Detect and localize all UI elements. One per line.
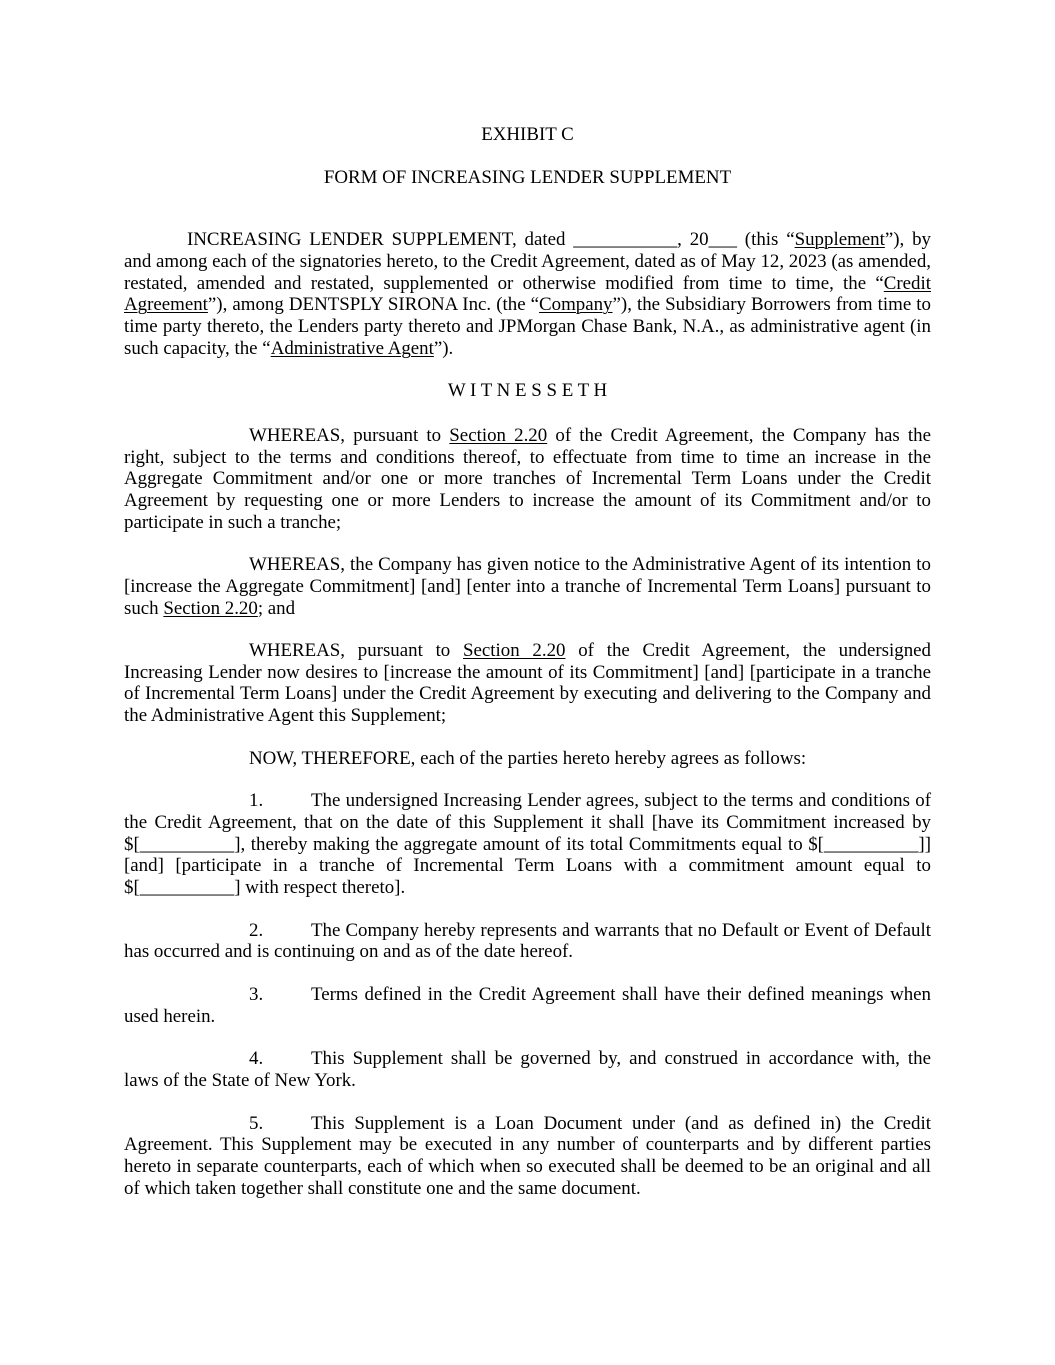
exhibit-heading: EXHIBIT C <box>481 124 574 145</box>
witnesseth-heading: W I T N E S S E T H <box>447 380 608 402</box>
clause-number: 5. <box>249 1112 264 1134</box>
numbered-clause <box>124 790 931 898</box>
clause-number: 4. <box>249 1048 264 1070</box>
section-reference: Section 2.20 <box>449 424 548 446</box>
clause-number: 2. <box>249 919 264 941</box>
defined-term-administrative-agent: Administrative Agent <box>270 337 434 359</box>
numbered-clause <box>124 920 931 963</box>
numbered-clause <box>124 1113 931 1200</box>
recital-paragraph <box>124 425 931 533</box>
preamble-text: INCREASING LENDER SUPPLEMENT, dated ___________, 20___ (this “ <box>187 229 795 251</box>
defined-term-credit-agreement: Credit Agreement <box>124 272 931 316</box>
clause-text: This Supplement is a Loan Document under (and as defined in) the Credit Agreement. This Supplement may be executed in any number of counterparts and by different parties hereto in separate counterparts, each of which when so executed shall be deemed to be an original and all of which taken together shall constitute one and the same document. <box>124 1112 931 1199</box>
clause-text: Terms defined in the Credit Agreement shall have their defined meanings when used herein. <box>124 984 931 1027</box>
numbered-clause <box>124 1048 931 1091</box>
preamble-text: ”). <box>433 337 454 359</box>
defined-term-supplement: Supplement <box>794 229 885 251</box>
section-reference: Section 2.20 <box>163 597 258 619</box>
clause-text: This Supplement shall be governed by, and construed in accordance with, the laws of the State of New York. <box>124 1048 931 1091</box>
recital-paragraph <box>124 554 931 619</box>
numbered-clause <box>124 984 931 1027</box>
preamble-paragraph <box>124 229 931 359</box>
preamble-text: ”), the Subsidiary Borrowers from time to time party thereto, the Lenders party thereto and JPMorgan Chase Bank, N.A., as administrative agent (in such capacity, the “ <box>124 294 931 359</box>
recital-text: WHEREAS, pursuant to <box>249 640 464 662</box>
recital-text: ; and <box>257 597 296 619</box>
document-page <box>124 124 931 1220</box>
clause-text: The Company hereby represents and warrants that no Default or Event of Default has occurred and is continuing on and as of the date hereof. <box>124 919 931 963</box>
clause-text: The undersigned Increasing Lender agrees, subject to the terms and conditions of the Credit Agreement, that on the date of this Supplement it shall [have its Commitment increased by $[__________], thereby making the aggregate amount of its total Commitments equal to $[__________]] [and] [participate in a tranche of Incremental Term Loans with a commitment amount equal to $[__________] with respect thereto]. <box>124 790 931 899</box>
clause-number: 1. <box>249 790 264 812</box>
recital-text: WHEREAS, pursuant to <box>249 424 450 446</box>
recital-text: of the Credit Agreement, the Company has the right, subject to the terms and conditions thereof, to effectuate from time to time an increase in the Aggregate Commitment and/or one or more tranches of Incremental Term Loans under the Credit Agreement by requesting one or more Lenders to increase the amount of its Commitment and/or to participate in such a tranche; <box>124 424 931 533</box>
defined-term-company: Company <box>539 294 613 316</box>
recital-text: WHEREAS, the Company has given notice to the Administrative Agent of its intention to [increase the Aggregate Commitment] [and] [enter into a tranche of Incremental Term Loans] pursuant to such <box>124 554 931 619</box>
agreement-intro: NOW, THEREFORE, each of the parties hereto hereby agrees as follows: <box>249 747 807 769</box>
section-reference: Section 2.20 <box>463 640 566 662</box>
preamble-text: ”), by and among each of the signatories hereto, to the Credit Agreement, dated as of May 12, 2023 (as amended, restated, amended and restated, supplemented or otherwise modified from time to time, the “ <box>124 229 931 294</box>
recital-text: of the Credit Agreement, the undersigned Increasing Lender now desires to [increase the amount of its Commitment] [and] [participate in a tranche of Incremental Term Loans] under the Credit Agreement by executing and delivering to the Company and the Administrative Agent this Supplement; <box>124 640 931 727</box>
preamble-text: ”), among DENTSPLY SIRONA Inc. (the “ <box>207 294 540 316</box>
document-title: FORM OF INCREASING LENDER SUPPLEMENT <box>323 166 732 188</box>
clause-number: 3. <box>249 984 264 1006</box>
recital-paragraph <box>124 640 931 727</box>
